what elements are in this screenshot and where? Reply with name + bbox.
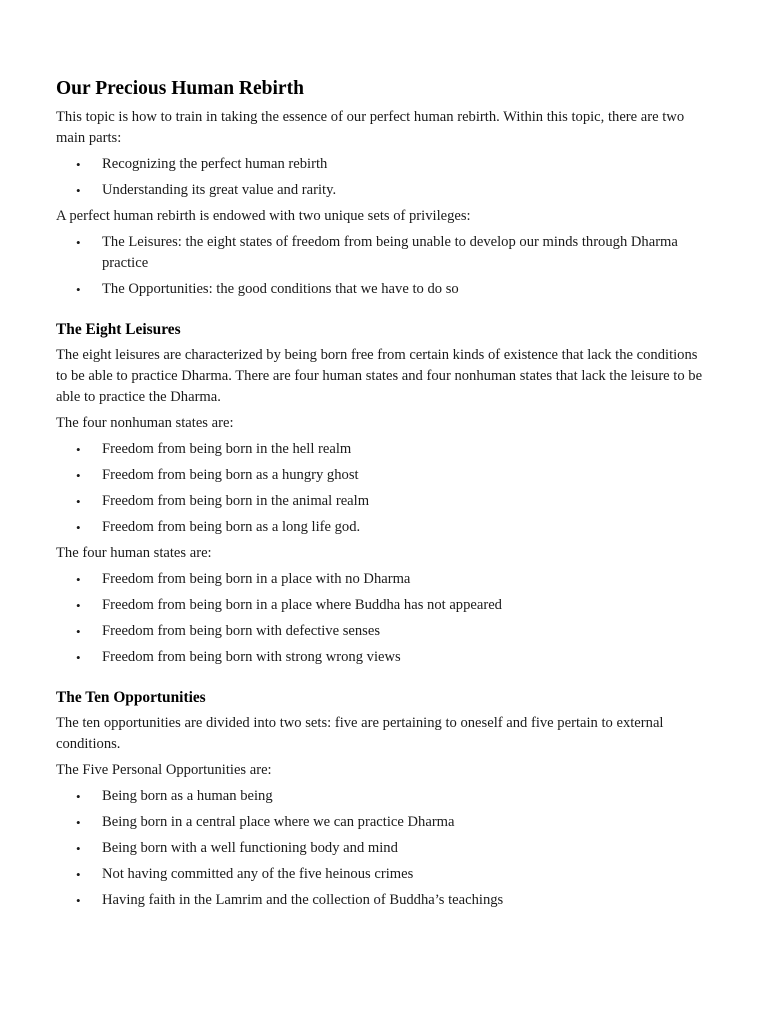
nonhuman-intro: The four nonhuman states are:: [56, 415, 234, 431]
list-item-text: Freedom from being born with strong wrong views: [102, 649, 401, 665]
bullet-icon: •: [76, 520, 81, 535]
bullet-icon: •: [76, 789, 81, 804]
list-item-text: The Leisures: the eight states of freedom from being unable to develop our minds through Dharma practice: [102, 234, 678, 271]
list-item-text: Not having committed any of the five heinous crimes: [102, 866, 414, 882]
bullet-icon: •: [76, 442, 81, 457]
list-item-text: Freedom from being born in a place where Buddha has not appeared: [102, 597, 502, 613]
nonhuman-states-list: [56, 439, 712, 538]
bullet-icon: •: [76, 157, 81, 172]
list-item-text: Having faith in the Lamrim and the collection of Buddha’s teachings: [102, 892, 504, 908]
human-intro: The four human states are:: [56, 545, 212, 561]
list-item-text: Recognizing the perfect human rebirth: [102, 156, 328, 172]
leisures-paragraph: The eight leisures are characterized by being born free from certain kinds of existence that lack the conditions to be able to practice Dharma. There are four human states and four nonhuman states that lack the leisure to be able to practice the Dharma.: [56, 347, 703, 405]
bullet-icon: •: [76, 867, 81, 882]
bullet-icon: •: [76, 494, 81, 509]
list-item-text: The Opportunities: the good conditions that we have to do so: [102, 281, 459, 297]
intro-paragraph: This topic is how to train in taking the essence of our perfect human rebirth. Within this topic, there are two main parts:: [56, 109, 685, 146]
list-item: [56, 890, 712, 911]
list-item: [56, 154, 712, 175]
list-item: [56, 621, 712, 642]
list-item-text: Freedom from being born in the animal realm: [102, 493, 370, 509]
personal-intro: The Five Personal Opportunities are:: [56, 762, 272, 778]
bullet-icon: •: [76, 468, 81, 483]
list-item: [56, 517, 712, 538]
list-item: [56, 180, 712, 201]
list-item: [56, 569, 712, 590]
bullet-icon: •: [76, 841, 81, 856]
list-item: [56, 279, 712, 300]
list-item-text: Being born as a human being: [102, 788, 273, 804]
main-parts-list: [56, 154, 712, 201]
list-item: [56, 647, 712, 668]
page-title: Our Precious Human Rebirth: [56, 78, 304, 99]
list-item-text: Being born with a well functioning body and mind: [102, 840, 398, 856]
list-item-text: Freedom from being born in a place with no Dharma: [102, 571, 411, 587]
opportunities-paragraph: The ten opportunities are divided into two sets: five are pertaining to oneself and five pertain to external conditions.: [56, 715, 664, 752]
bullet-icon: •: [76, 624, 81, 639]
list-item: [56, 465, 712, 486]
privileges-intro: A perfect human rebirth is endowed with two unique sets of privileges:: [56, 208, 471, 224]
bullet-icon: •: [76, 815, 81, 830]
bullet-icon: •: [76, 235, 81, 250]
list-item: [56, 838, 712, 859]
list-item-text: Being born in a central place where we can practice Dharma: [102, 814, 455, 830]
list-item-text: Freedom from being born in the hell realm: [102, 441, 352, 457]
list-item-text: Freedom from being born with defective senses: [102, 623, 381, 639]
list-item-text: Freedom from being born as a long life god.: [102, 519, 361, 535]
section-heading-opportunities: The Ten Opportunities: [56, 689, 206, 706]
list-item-text: Understanding its great value and rarity.: [102, 182, 337, 198]
bullet-icon: •: [76, 572, 81, 587]
bullet-icon: •: [76, 598, 81, 613]
privileges-list: [56, 232, 712, 300]
human-states-list: [56, 569, 712, 668]
list-item: [56, 491, 712, 512]
list-item: [56, 864, 712, 885]
list-item-text: Freedom from being born as a hungry ghost: [102, 467, 359, 483]
section-heading-leisures: The Eight Leisures: [56, 321, 181, 338]
list-item: [56, 232, 712, 274]
list-item: [56, 812, 712, 833]
bullet-icon: •: [76, 650, 81, 665]
bullet-icon: •: [76, 893, 81, 908]
bullet-icon: •: [76, 183, 81, 198]
bullet-icon: •: [76, 282, 81, 297]
list-item: [56, 439, 712, 460]
list-item: [56, 786, 712, 807]
personal-opportunities-list: [56, 786, 712, 911]
list-item: [56, 595, 712, 616]
